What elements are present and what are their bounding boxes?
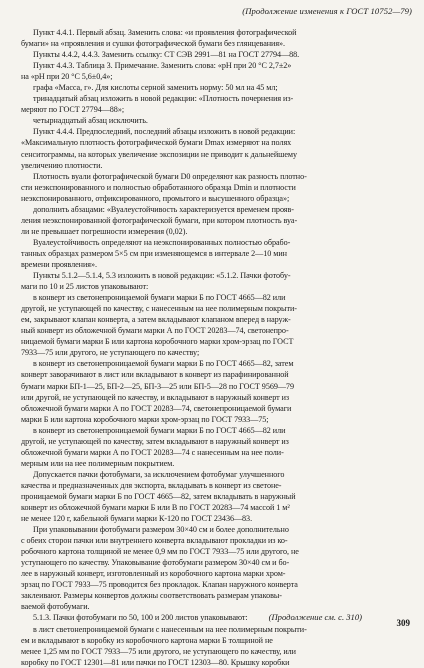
text-line: меряют по ГОСТ 27794—88»;: [21, 105, 125, 115]
text-line: ницаемой бумаги марки Б или картона коробочного марки хром-эрзац по ГОСТ: [21, 337, 294, 347]
text-line: 5.1.3. Пачки фотобумаги по 50, 100 и 200 листов упаковывают:: [33, 613, 248, 623]
text-line: танных образцах размером 5×5 см при изменяющемся в интервале 2—10 мин: [21, 248, 287, 258]
text-line: Вуалеустойчивость определяют на неэкспонированных полностью обрабо-: [33, 237, 291, 247]
text-line: Пункты 5.1.2—5.1.4, 5.3 изложить в новой редакции: «5.1.2. Пачки фотобу-: [33, 271, 291, 281]
text-line: ный конверт из обложечной бумаги марки А по ГОСТ 20283—74, светонепро-: [21, 326, 289, 336]
text-line: бумаги» на «проявления и сушки фотографической бумаги без глянцевания».: [21, 39, 286, 49]
text-line: Пункт 4.4.4. Предпоследний, последний абзацы изложить в новой редакции:: [33, 127, 296, 137]
text-line: марки Б или картона коробочного марки хром-эрзац по ГОСТ 7933—75;: [21, 414, 269, 424]
text-line: При упаковывании фотобумаги размером 30×40 см и более дополнительно: [33, 525, 289, 535]
continuation-note: (Продолжение см. с. 310): [268, 612, 362, 622]
text-line: в конверт из светонепроницаемой бумаги марки Б по ГОСТ 4665—82, затем: [33, 359, 294, 369]
text-line: Допускается пачки фотобумаги, за исключением фотобумаг улучшенного: [33, 469, 285, 479]
text-line: проницаемой бумаги марки Б по ГОСТ 4665—82, затем вкладывать в наружный: [21, 491, 296, 501]
text-line: конверт заворачивают в лист или вкладывают в конверт из парафинированной: [21, 370, 289, 380]
text-line: Пункт 4.4.3. Таблица 3. Примечание. Заменить слова: «рН при 20 °С 2,7±2»: [33, 61, 292, 71]
text-line: Пункты 4.4.2, 4.4.3. Заменить ссылку: СТ СЭВ 2991—81 на ГОСТ 27794—88.: [33, 50, 300, 60]
text-line: времени проявления».: [21, 259, 97, 269]
page-number: 309: [396, 618, 410, 628]
text-line: другой, не уступающей по качеству, затем вкладывают в наружный конверт из: [21, 436, 289, 446]
text-line: робочного картона толщиной не менее 0,9 мм по ГОСТ 7933—75 или другого, не: [21, 547, 299, 557]
text-line: менее 1,25 мм по ГОСТ 7933—75 или другого, не уступающего по качеству, или: [21, 646, 296, 656]
text-line: качества и предназначенных для экспорта, вкладывать в конверт из светоне-: [21, 480, 282, 490]
text-line: дополнить абзацами: «Вуалеустойчивость характеризуется временем прояв-: [33, 204, 294, 214]
text-line: в лист светонепроницаемой бумаги с нанесенным на нее полимерным покрыти-: [33, 624, 307, 634]
text-line: Плотность вуали фотографической бумаги D0 определяют как разность плотно-: [33, 171, 307, 181]
body-text: [21, 27, 409, 668]
text-line: ли не превышает погрешности измерения (0,02).: [21, 226, 188, 236]
text-line: тринадцатый абзац изложить в новой редакции: «Плотность почернения из-: [33, 94, 294, 104]
text-line: неэкспонированного, отфиксированного, промытого и высушенного образца»;: [21, 193, 290, 203]
text-line: маги по 10 и 25 листов упаковывают:: [21, 282, 149, 292]
text-line: с обеих сторон пачки или внутреннего конверта вкладывают прокладки из ко-: [21, 536, 288, 546]
text-line: заклеивают. Размеры конвертов должны соответствовать размерам упаковы-: [21, 591, 282, 601]
text-line: коробку по ГОСТ 12301—81 или пачки по ГОСТ 12303—80. Крышку коробки: [21, 657, 290, 667]
text-line: «Максимальную плотность фотографической бумаги Dmax измеряют на полях: [21, 138, 292, 148]
running-header: (Продолжение изменения к ГОСТ 10752—79): [242, 6, 412, 16]
text-line: другой, не уступающей по качеству, с нанесенным на нее полимерным покрыти-: [21, 304, 297, 314]
text-line: мерным или на нее полимерным покрытием.: [21, 458, 175, 468]
text-line: эрзац по ГОСТ 7933—75 проводится без прокладок. Клапан наружного конверта: [21, 580, 298, 590]
text-line: ваемой фотобумаги.: [21, 602, 90, 612]
text-line: сенситограммы, на которых увеличение экспозиции не приводит к дальнейшему: [21, 149, 297, 159]
text-line: лее в наружный конверт, изготовленный из коробочного картона марки хром-: [21, 569, 286, 579]
text-line: конверт из обложечной бумаги марки Б или В по ГОСТ 20283—74 массой 1 м²: [21, 503, 290, 513]
text-line: ем, закрывают клапан конверта, а затем вкладывают клапаном вперед в наруж-: [21, 315, 291, 325]
text-line: сти неэкспонированного и полностью обработанного образца Dmin и плотности: [21, 182, 296, 192]
text-line: обложечной бумаги марки А по ГОСТ 20283—74, светонепроницаемой бумаги: [21, 403, 292, 413]
text-line: в конверт из светонепроницаемой бумаги марки Б по ГОСТ 4665—82 или: [33, 425, 286, 435]
text-line: четырнадцатый абзац исключить.: [33, 116, 148, 126]
text-line: 7933—75 или другого, не уступающего по качеству;: [21, 348, 200, 358]
text-line: графа «Масса, г». Для кислоты серной заменить норму: 50 мл на 45 мл;: [33, 83, 278, 93]
text-line: обложечной бумаги марки А по ГОСТ 20283—74 с нанесенным на нее поли-: [21, 447, 284, 457]
text-line: ления неэкспонированной фотографической бумаги, при котором плотность вуа-: [21, 215, 298, 225]
text-line: увеличению плотности.: [21, 160, 103, 170]
text-line: бумаги марки БП-1—25, БП-2—25, БП-3—25 или БП-5—28 по ГОСТ 9569—79: [21, 381, 294, 391]
text-line: Пункт 4.4.1. Первый абзац. Заменить слова: «и проявления фотографической: [33, 28, 297, 37]
text-line: ем и вкладывают в коробку из коробочного картона марки Б толщиной не: [21, 635, 273, 645]
text-line: на «рН при 20 °С 5,6±0,4»;: [21, 72, 113, 82]
text-line: уступающего по качеству. Упаковывание фотобумаги размером 30×40 см и бо-: [21, 558, 290, 568]
text-line: не менее 120 г, кабельной бумаги марки К-120 по ГОСТ 23436—83.: [21, 514, 253, 524]
text-line: или другой, не уступающей по качеству, и вкладывают в наружный конверт из: [21, 392, 290, 402]
text-line: в конверт из светонепроницаемой бумаги марки Б по ГОСТ 4665—82 или: [33, 293, 286, 303]
